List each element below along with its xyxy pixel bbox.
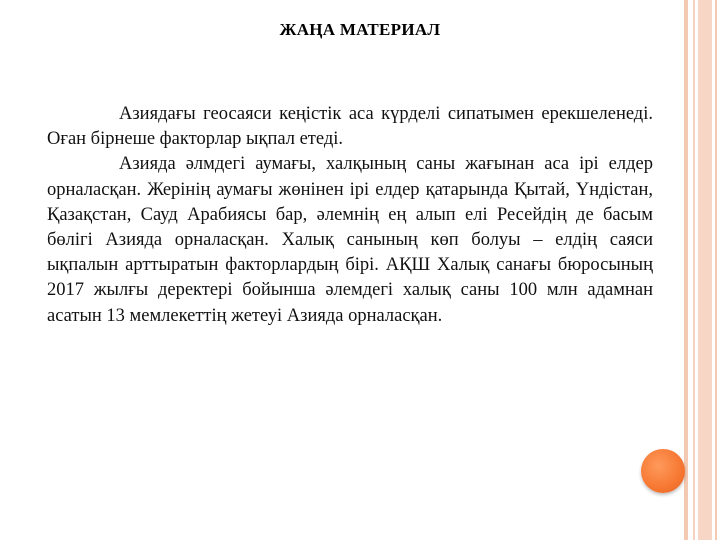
slide-body [47, 102, 653, 329]
decorative-stripe [684, 0, 688, 540]
decorative-stripe [693, 0, 695, 540]
decorative-stripe [715, 0, 717, 540]
slide-title: ЖАҢА МАТЕРИАЛ [279, 20, 441, 39]
paragraph: Азияда әлмдегі аумағы, халқының саны жағынан аса ірі елдер орналасқан. Жерінің аумағы жөнінен ірі елдер қатарында Қытай, Үндістан, Қазақстан, Сауд Арабиясы бар, әлемнің ең алып елі Ресейдің де басым бөлігі Азияда орналасқан. Халық санының көп болуы – елдің саяси ықпалын арттыратын факторлардың бірі. АҚШ Халық санағы бюросының 2017 жылғы деректері бойынша әлемдегі халық саны 100 млн адамнан асатын 13 мемлекеттің жетеуі Азияда орналасқан. [47, 154, 653, 326]
orange-circle-decoration [641, 449, 685, 493]
paragraph: Азиядағы геосаяси кеңістік аса күрделі сипатымен ерекшеленеді. Оған бірнеше факторлар ықпал етеді. [47, 104, 653, 150]
decorative-stripe [698, 0, 712, 540]
